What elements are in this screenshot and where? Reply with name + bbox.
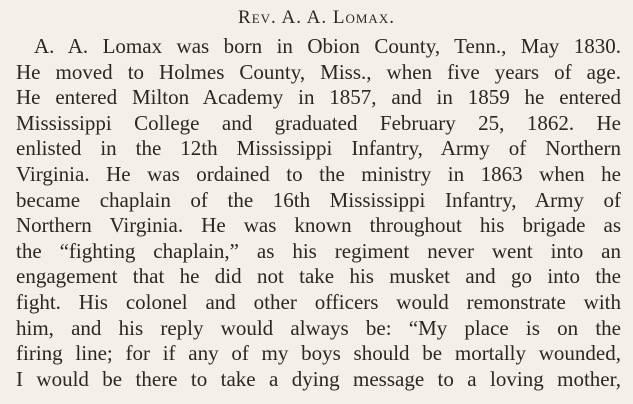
- text-line: Northern Virginia. He was known throughout his brigade as: [16, 213, 621, 238]
- text-line: He entered Milton Academy in 1857, and in 1859 he entered: [16, 85, 621, 110]
- text-line: firing line; for if any of my boys should be mortally wounded,: [16, 341, 621, 366]
- text-line: Mississippi College and graduated February 25, 1862. He: [16, 110, 621, 135]
- document-heading: Rev. A. A. Lomax.: [238, 7, 395, 28]
- text-line: He moved to Holmes County, Miss., when five years of age.: [16, 59, 621, 84]
- text-line: Virginia. He was ordained to the ministry in 1863 when he: [16, 161, 621, 186]
- text-line: A. A. Lomax was born in Obion County, Tenn., May 1830.: [34, 34, 621, 58]
- text-line: him, and his reply would always be: “My place is on the: [16, 315, 621, 340]
- document-body: [16, 34, 621, 392]
- text-line: fight. His colonel and other officers would remonstrate with: [16, 289, 621, 314]
- text-line: became chaplain of the 16th Mississippi Infantry, Army of: [16, 187, 621, 212]
- text-line: I would be there to take a dying message to a loving mother,: [16, 366, 621, 391]
- text-line: enlisted in the 12th Mississippi Infantry, Army of Northern: [16, 136, 621, 161]
- text-line: engagement that he did not take his musket and go into the: [16, 264, 621, 289]
- text-line: the “fighting chaplain,” as his regiment never went into an: [16, 238, 621, 263]
